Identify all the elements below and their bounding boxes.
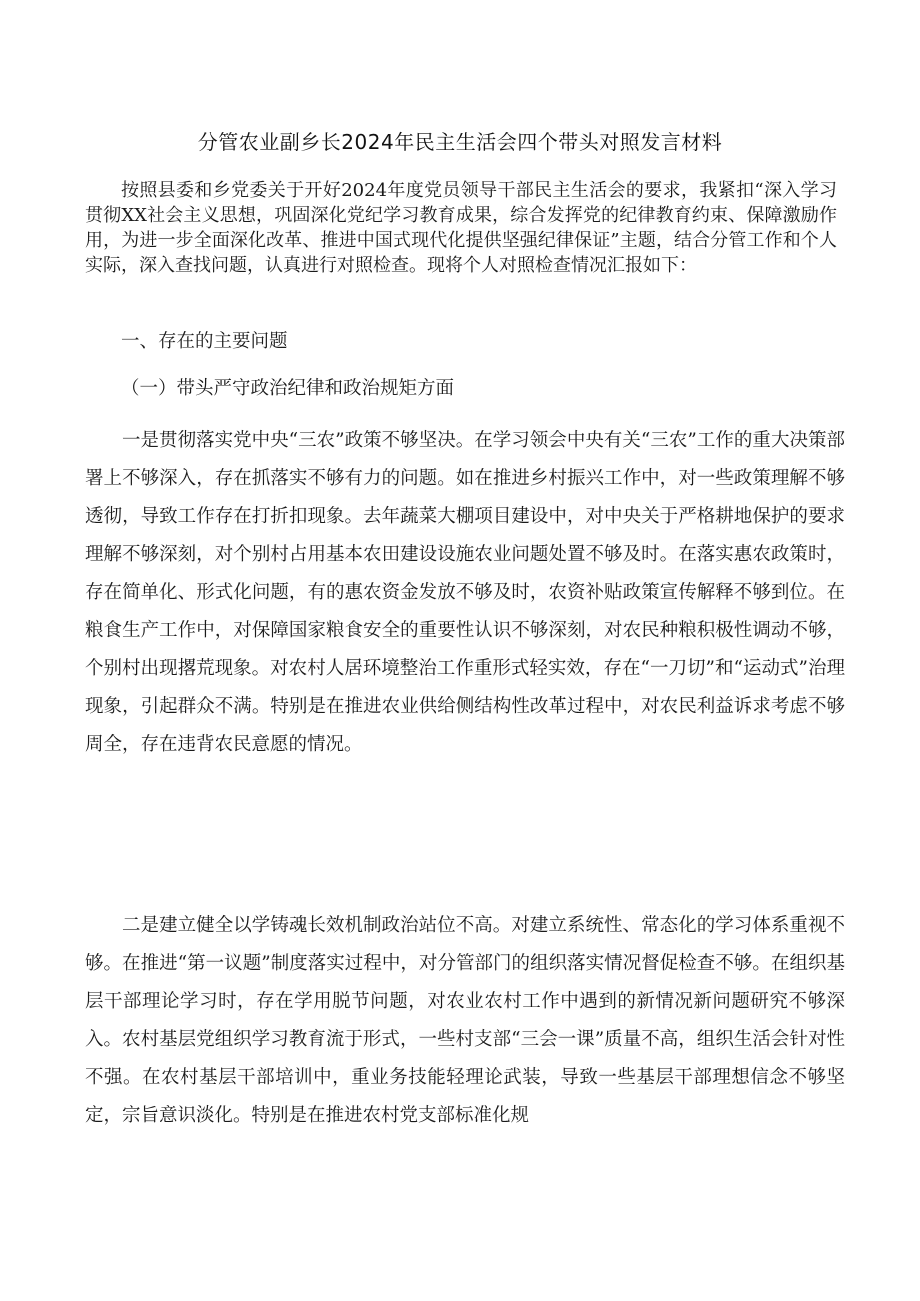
body-paragraph-1: 一是贯彻落实党中央“三农”政策不够坚决。在学习领会中央有关“三农”工作的重大决策部署上不够深入，存在抓落实不够有力的问题。如在推进乡村振兴工作中，对一些政策理解不够透彻，导致工作存在打折扣现象。去年蔬菜大棚项目建设中，对中央关于严格耕地保护的要求理解不够深刻，对个别村占用基本农田建设设施农业问题处置不够及时。在落实惠农政策时，存在简单化、形式化问题，有的惠农资金发放不够及时，农资补贴政策宣传解释不够到位。在粮食生产工作中，对保障国家粮食安全的重要性认识不够深刻，对农民种粮积极性调动不够，个别村出现撂荒现象。对农村人居环境整治工作重形式轻实效，存在“一刀切”和“运动式”治理现象，引起群众不满。特别是在推进农业供给侧结构性改革过程中，对农民利益诉求考虑不够周全，存在违背农民意愿的情况。: [85, 430, 845, 755]
body-paragraph-2: 二是建立健全以学铸魂长效机制政治站位不高。对建立系统性、常态化的学习体系重视不够。在推进“第一议题”制度落实过程中，对分管部门的组织落实情况督促检查不够。在组织基层干部理论学习时，存在学用脱节问题，对农业农村工作中遇到的新情况新问题研究不够深入。农村基层党组织学习教育流于形式，一些村支部“三会一课”质量不高，组织生活会针对性不强。在农村基层干部培训中，重业务技能轻理论武装，导致一些基层干部理想信念不够坚定，宗旨意识淡化。特别是在推进农村党支部标准化规: [85, 915, 845, 1126]
document-title: 分管农业副乡长2024年民主生活会四个带头对照发言材料: [197, 130, 723, 154]
subsection-heading: （一）带头严守政治纪律和政治规矩方面: [121, 378, 455, 399]
section-heading: 一、存在的主要问题: [121, 331, 288, 352]
intro-paragraph: 按照县委和乡党委关于开好2024年度党员领导干部民主生活会的要求，我紧扣“深入学习贯彻XX社会主义思想，巩固深化党纪学习教育成果，综合发挥党的纪律教育约束、保障激励作用，为进一步全面深化改革、推进中国式现代化提供坚强纪律保证”主题，结合分管工作和个人实际，深入查找问题，认真进行对照检查。现将个人对照检查情况汇报如下：: [85, 180, 837, 276]
